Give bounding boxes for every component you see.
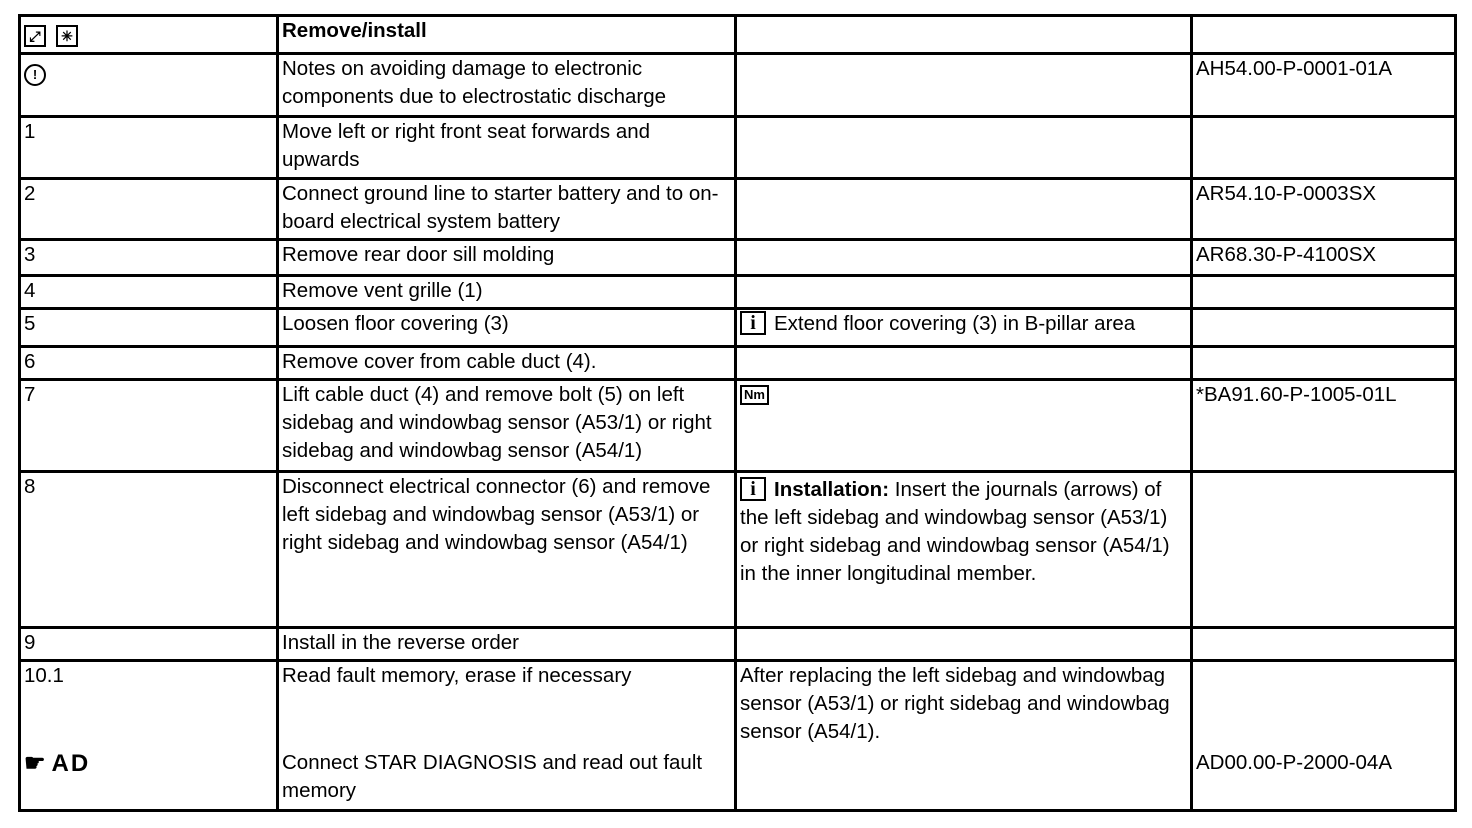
step-number: 8 <box>20 472 278 628</box>
step-note: After replacing the left sidebag and windowbag sensor (A53/1) or right sidebag and windowbag sensor (A54/1). <box>736 661 1192 811</box>
step-text: Connect ground line to starter battery and to on-board electrical system battery <box>278 179 736 240</box>
info-icon: i <box>740 311 766 335</box>
torque-nm-icon[interactable]: Nm <box>740 385 769 405</box>
table-row <box>20 472 1456 628</box>
step-number: 7 <box>20 380 278 472</box>
table-row <box>20 179 1456 240</box>
ad-label: ☛ AD <box>24 750 91 777</box>
table-row <box>20 628 1456 661</box>
step-ref[interactable]: *BA91.60-P-1005-01L <box>1192 380 1456 472</box>
step-text: Remove cover from cable duct (4). <box>278 347 736 380</box>
step-note: i Installation: Insert the journals (arrows) of the left sidebag and windowbag sensor (A53/1) or right sidebag and windowbag sensor (A54/1) in the inner longitudinal member. <box>736 472 1192 628</box>
table-row <box>20 347 1456 380</box>
step-number: 6 <box>20 347 278 380</box>
step-ref[interactable]: AR68.30-P-4100SX <box>1192 240 1456 276</box>
step-number: 5 <box>20 309 278 347</box>
table-row <box>20 380 1456 472</box>
pointing-hand-icon: ☛ <box>24 750 48 777</box>
table-row <box>20 276 1456 309</box>
step-number: 2 <box>20 179 278 240</box>
table-row <box>20 661 1456 811</box>
table-row <box>20 240 1456 276</box>
expand-icon[interactable]: ⤢ <box>24 25 46 47</box>
esd-text: Notes on avoiding damage to electronic components due to electrostatic discharge <box>278 54 736 117</box>
step-text: Loosen floor covering (3) <box>278 309 736 347</box>
step-number: 10.1 <box>24 664 64 687</box>
esd-warning-icon: ! <box>24 64 46 86</box>
step-number: 1 <box>20 117 278 179</box>
step-note: i Extend floor covering (3) in B-pillar area <box>736 309 1192 347</box>
step-ref[interactable]: AR54.10-P-0003SX <box>1192 179 1456 240</box>
step-number: 4 <box>20 276 278 309</box>
ad-text: Connect STAR DIAGNOSIS and read out fault memory <box>282 751 703 802</box>
header-icon-cell <box>20 16 278 54</box>
table-row <box>20 117 1456 179</box>
procedure-table <box>18 14 1457 812</box>
ad-ref[interactable]: AD00.00-P-2000-04A <box>1196 751 1393 774</box>
step-text: Remove vent grille (1) <box>278 276 736 309</box>
step-number: 3 <box>20 240 278 276</box>
header-title: Remove/install <box>278 16 736 54</box>
step-text: Disconnect electrical connector (6) and remove left sidebag and windowbag sensor (A53/1) or right sidebag and windowbag sensor (A54/1) <box>278 472 736 628</box>
step-text: Install in the reverse order <box>278 628 736 661</box>
collapse-icon[interactable]: ✳ <box>56 25 78 47</box>
table-row <box>20 309 1456 347</box>
info-icon: i <box>740 477 766 501</box>
step-text: Read fault memory, erase if necessary <box>282 664 632 687</box>
header-row <box>20 16 1456 54</box>
step-text: Move left or right front seat forwards and upwards <box>278 117 736 179</box>
step-text: Lift cable duct (4) and remove bolt (5) on left sidebag and windowbag sensor (A53/1) or right sidebag and windowbag sensor (A54/1) <box>278 380 736 472</box>
step-text: Remove rear door sill molding <box>278 240 736 276</box>
esd-row <box>20 54 1456 117</box>
step-number: 9 <box>20 628 278 661</box>
esd-ref[interactable]: AH54.00-P-0001-01A <box>1192 54 1456 117</box>
